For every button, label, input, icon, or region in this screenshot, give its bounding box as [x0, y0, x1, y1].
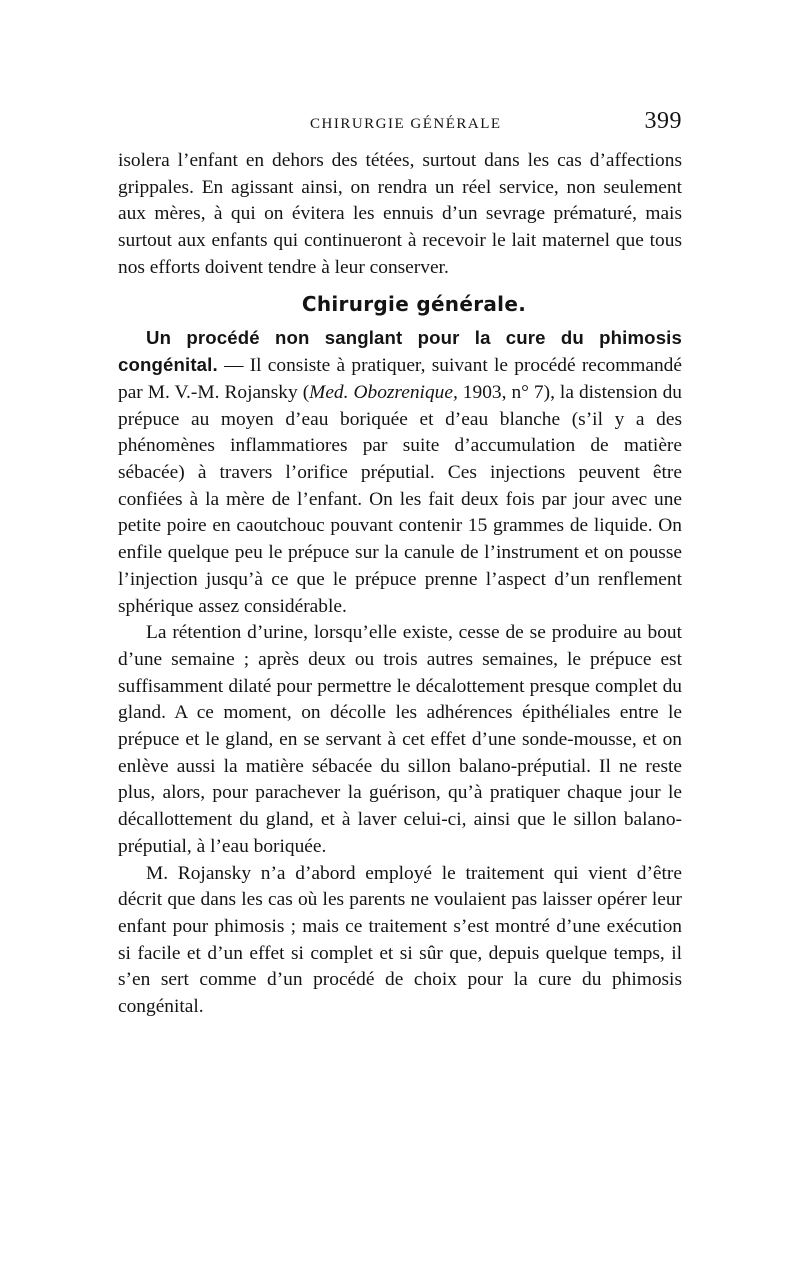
journal-name: Med. Obozrenique, [309, 381, 458, 403]
article-paragraph-3: M. Rojansky n’a d’abord employé le traitement qui vient d’être décrit que dans les cas où les parents ne voulaient pas laisser opérer leur enfant pour phimosis ; mais ce traitement s’est montré d’une exécution si facile et d’un effet si complet et si sûr que, depuis quelque temps, il s’en sert comme d’un procédé de choix pour la cure du phimosis congénital. [118, 862, 682, 1018]
article-paragraph-2: La rétention d’urine, lorsqu’elle existe, cesse de se produire au bout d’une semaine ; après deux ou trois autres semaines, le prépuce est suffisamment dilaté pour permettre le décalottement presque complet du gland. A ce moment, on décolle les adhérences épithéliales entre le prépuce et le gland, en se servant à cet effet d’une sonde-mousse, et on enlève aussi la matière sébacée du sillon balano-préputial. Il ne reste plus, alors, pour parachever la guérison, qu’à pratiquer chaque jour le décallottement du gland, et à laver celui-ci, ainsi que le sillon balano-préputial, à l’eau boriquée. [118, 622, 682, 857]
section-title: Chirurgie générale. [301, 291, 527, 316]
running-head [118, 104, 682, 138]
article-paragraph-1 [118, 325, 682, 621]
running-title: CHIRURGIE GÉNÉRALE [310, 116, 502, 132]
article-text-before-journal: — Il consiste à pratiquer, suivant le procédé recommandé par M. V.-M. Rojansky ( [118, 355, 682, 403]
article-text-after-journal: 1903, n° 7), la distension du prépuce au moyen d’eau boriquée et d’eau blanche (s’il y a des phénomènes inflammatiores par suite d’accumulation de matière sébacée) à travers l’orifice préputial. Ces injections peuvent être confiées à la mère de l’enfant. On les fait deux fois par jour avec une petite poire en caoutchouc pouvant contenir 15 grammes de liquide. On enfile quelque peu le prépuce sur la canule de l’instrument et on pousse l’injection jusqu’à ce que le prépuce prenne l’aspect d’un renflement sphérique assez considérable. [118, 381, 682, 617]
intro-paragraph: isolera l’enfant en dehors des tétées, surtout dans les cas d’affections grippales. En agissant ainsi, on rendra un réel service, non seulement aux mères, à qui on évitera les ennuis d’un sevrage prématuré, mais surtout aux enfants qui continueront à recevoir le lait maternel que tous nos efforts doivent tendre à leur conserver. [118, 150, 682, 278]
page-number: 399 [644, 108, 682, 134]
article-title: Un procédé non sanglant pour la cure du phimosis congénital. [118, 326, 682, 376]
book-page [118, 104, 682, 1021]
